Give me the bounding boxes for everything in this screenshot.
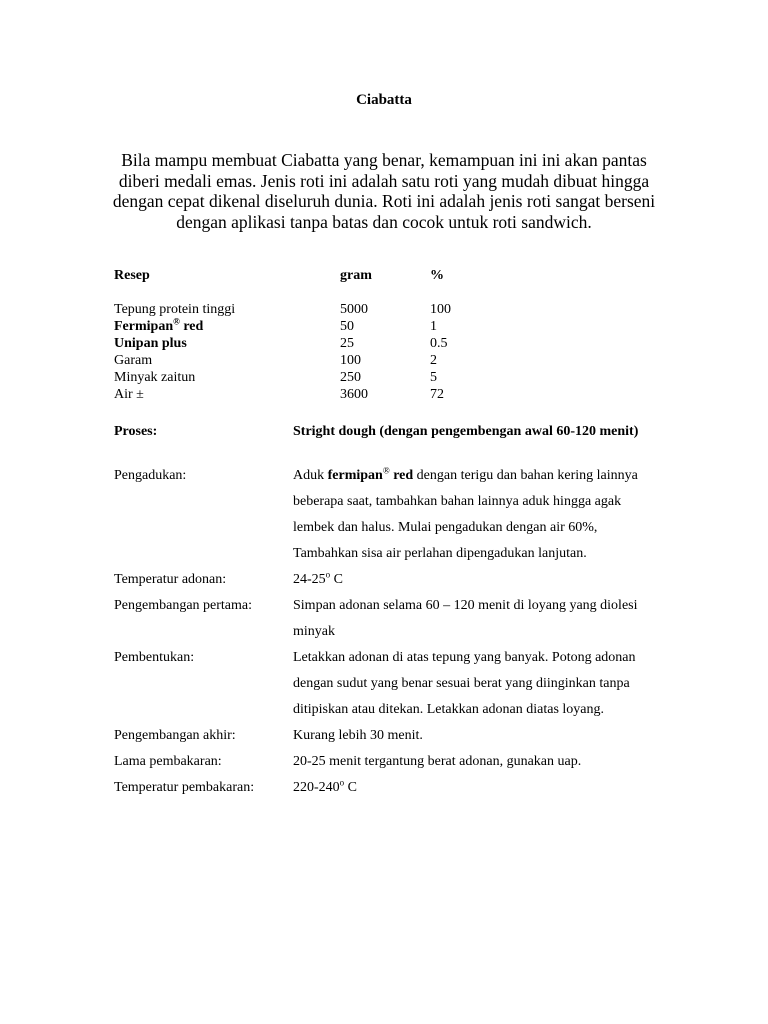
step-label: Pembentukan:	[114, 650, 195, 665]
process-section	[114, 423, 664, 801]
step-dough-temperature	[114, 567, 664, 593]
process-label: Proses:	[114, 424, 158, 439]
step-label: Pengadukan:	[114, 468, 187, 483]
step-label: Temperatur adonan:	[114, 572, 227, 587]
page-title: Ciabatta	[356, 92, 412, 108]
step-bake-temperature	[114, 775, 664, 801]
header-percent: %	[430, 268, 444, 283]
ingredient-percent: 72	[430, 387, 444, 402]
step-value: Letakkan adonan di atas tepung yang banyak. Potong adonan dengan sudut yang benar sesuai berat yang diinginkan tanpa ditipiskan atau ditekan. Letakkan adonan diatas loyang.	[293, 650, 636, 717]
step-bake-time	[114, 749, 664, 775]
step-label: Pengembangan pertama:	[114, 598, 253, 613]
step-value: 20-25 menit tergantung berat adonan, gunakan uap.	[293, 754, 582, 769]
ingredient-gram: 100	[340, 353, 361, 368]
ingredient-name: Tepung protein tinggi	[114, 302, 236, 317]
step-shaping	[114, 645, 664, 723]
ingredient-name: Air ±	[114, 387, 144, 402]
ingredient-percent: 0.5	[430, 336, 448, 351]
ingredient-name: Unipan plus	[114, 336, 187, 351]
step-value: Aduk fermipan® red dengan terigu dan bahan kering lainnya beberapa saat, tambahkan bahan lainnya aduk hingga agak lembek dan halus. Mulai pengadukan dengan air 60%, Tambahkan sisa air perlahan dipengadukan lanjutan.	[293, 465, 638, 561]
ingredient-gram: 50	[340, 319, 354, 334]
step-first-proof	[114, 593, 664, 645]
intro-paragraph: Bila mampu membuat Ciabatta yang benar, kemampuan ini ini akan pantas diberi medali emas. Jenis roti ini adalah satu roti yang mudah dibuat hingga dengan cepat dikenal diseluruh dunia. Roti ini adalah jenis roti sangat berseni dengan aplikasi tanpa batas dan cocok untuk roti sandwich.	[112, 150, 656, 232]
process-header	[114, 423, 664, 463]
step-value: Kurang lebih 30 menit.	[293, 728, 423, 743]
step-value: 220-240$^o$ C	[293, 777, 358, 795]
step-mixing	[114, 463, 664, 567]
step-label: Pengembangan akhir:	[114, 728, 236, 743]
ingredient-gram: 25	[340, 336, 354, 351]
ingredient-percent: 2	[430, 353, 437, 368]
header-gram: gram	[340, 268, 372, 283]
step-final-proof	[114, 723, 664, 749]
step-value: Simpan adonan selama 60 – 120 menit di loyang yang diolesi minyak	[293, 598, 638, 639]
step-value: 24-25$^o$ C	[293, 569, 344, 587]
step-label: Lama pembakaran:	[114, 754, 222, 769]
ingredient-percent: 5	[430, 370, 437, 385]
ingredient-gram: 250	[340, 370, 361, 385]
process-method: Stright dough (dengan pengembengan awal 60-120 menit)	[293, 424, 639, 439]
ingredient-name: Minyak zaitun	[114, 370, 196, 385]
header-resep: Resep	[114, 268, 150, 283]
step-label: Temperatur pembakaran:	[114, 780, 255, 795]
ingredient-gram: 3600	[340, 387, 368, 402]
ingredient-percent: 100	[430, 302, 451, 317]
ingredient-name: Garam	[114, 353, 153, 368]
ingredient-gram: 5000	[340, 302, 368, 317]
ingredient-percent: 1	[430, 319, 437, 334]
ingredient-name: Fermipan® red	[114, 316, 204, 334]
